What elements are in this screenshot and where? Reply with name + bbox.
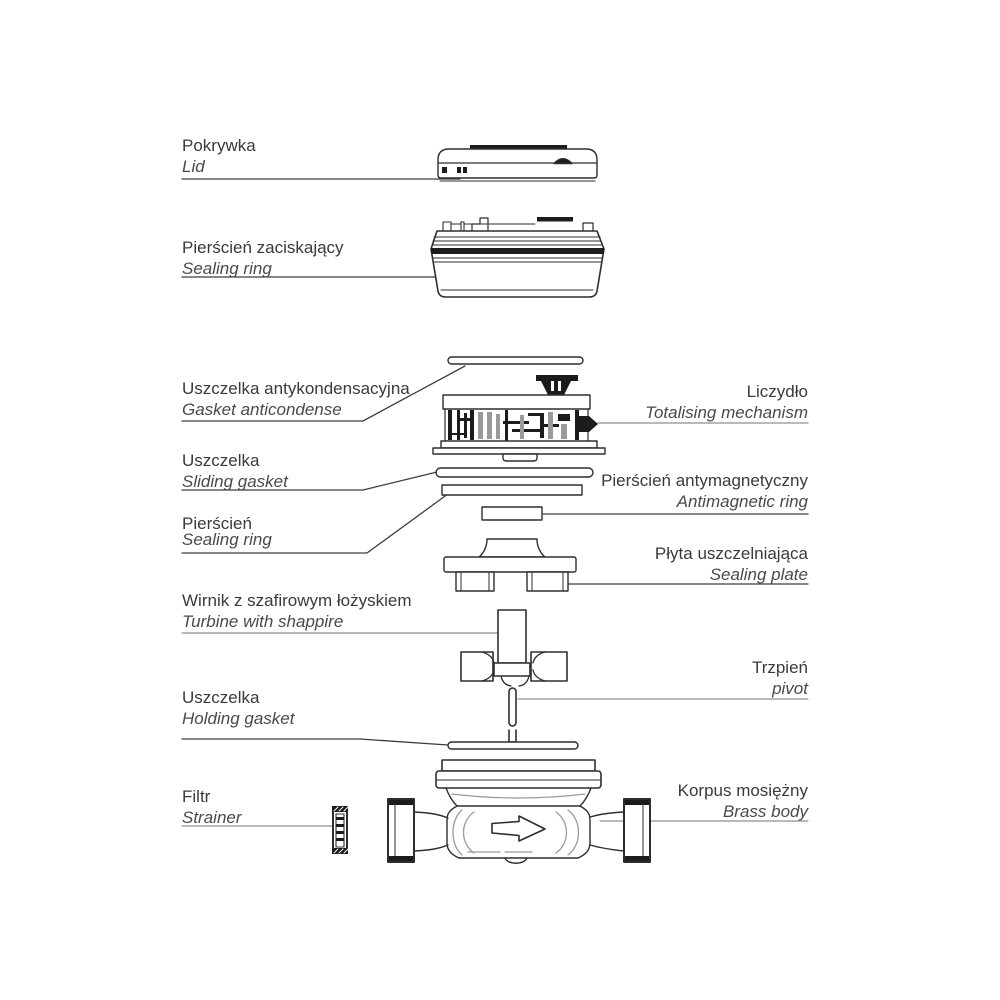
label-pivot-pl: Trzpień xyxy=(751,658,808,677)
antimagnetic-ring-drawing xyxy=(482,507,542,520)
sealing-ring-drawing xyxy=(442,485,582,495)
sealing-plate-drawing xyxy=(444,539,576,591)
label-turbine-pl: Wirnik z szafirowym łożyskiem xyxy=(182,591,412,610)
label-lid-en: Lid xyxy=(182,157,205,176)
lid-drawing xyxy=(438,145,597,181)
label-clamp-ring-en: Sealing ring xyxy=(182,259,272,278)
label-totalising-mechanism xyxy=(645,381,808,423)
flow-direction-arrow xyxy=(492,816,545,841)
label-turbine xyxy=(182,590,412,632)
label-sealing-plate-en: Sealing plate xyxy=(709,565,808,584)
label-sealing-plate xyxy=(655,543,808,585)
label-sliding-gasket xyxy=(182,450,288,492)
label-strainer xyxy=(182,786,242,828)
strainer-drawing xyxy=(332,806,348,854)
label-holding-gasket-en: Holding gasket xyxy=(182,709,295,728)
label-sliding-gasket-pl: Uszczelka xyxy=(182,451,260,470)
label-pivot-en: pivot xyxy=(772,679,808,698)
label-turbine-en: Turbine with shappire xyxy=(182,612,344,631)
label-anticondense-gasket xyxy=(182,378,410,420)
turbine-drawing xyxy=(461,610,567,686)
label-lid-pl: Pokrywka xyxy=(182,136,256,155)
clamp-ring-drawing xyxy=(431,217,604,297)
holding-gasket-leader xyxy=(182,739,448,745)
totalising-mechanism-drawing xyxy=(433,375,605,461)
label-totalising-mechanism-pl: Liczydło xyxy=(746,382,808,401)
brass-body-drawing xyxy=(388,760,650,863)
label-brass-body xyxy=(678,780,808,822)
label-sealing-ring-pl: Pierścień xyxy=(182,514,252,533)
label-antimagnetic-ring xyxy=(601,470,808,512)
pivot-drawing xyxy=(509,688,516,742)
label-lid xyxy=(182,135,256,177)
sliding-gasket-drawing xyxy=(436,468,593,477)
label-strainer-pl: Filtr xyxy=(182,787,211,806)
label-anticondense-gasket-pl: Uszczelka antykondensacyjna xyxy=(182,379,410,398)
label-holding-gasket xyxy=(182,687,294,729)
label-antimagnetic-ring-pl: Pierścień antymagnetyczny xyxy=(601,471,808,490)
label-brass-body-pl: Korpus mosiężny xyxy=(677,781,808,800)
label-strainer-en: Strainer xyxy=(182,808,242,827)
label-sealing-plate-pl: Płyta uszczelniająca xyxy=(654,544,808,563)
label-clamp-ring xyxy=(182,237,344,279)
label-sealing-ring xyxy=(182,516,272,548)
label-sealing-ring-en: Sealing ring xyxy=(182,530,272,549)
label-totalising-mechanism-en: Totalising mechanism xyxy=(645,403,808,422)
label-antimagnetic-ring-en: Antimagnetic ring xyxy=(676,492,808,511)
label-anticondense-gasket-en: Gasket anticondense xyxy=(182,400,342,419)
label-holding-gasket-pl: Uszczelka xyxy=(182,688,260,707)
label-brass-body-en: Brass body xyxy=(722,802,808,821)
label-sliding-gasket-en: Sliding gasket xyxy=(182,472,288,491)
holding-gasket-drawing xyxy=(448,742,578,749)
anticondense-gasket-drawing xyxy=(448,357,583,364)
label-clamp-ring-pl: Pierścień zaciskający xyxy=(182,238,344,257)
label-pivot xyxy=(752,657,808,699)
